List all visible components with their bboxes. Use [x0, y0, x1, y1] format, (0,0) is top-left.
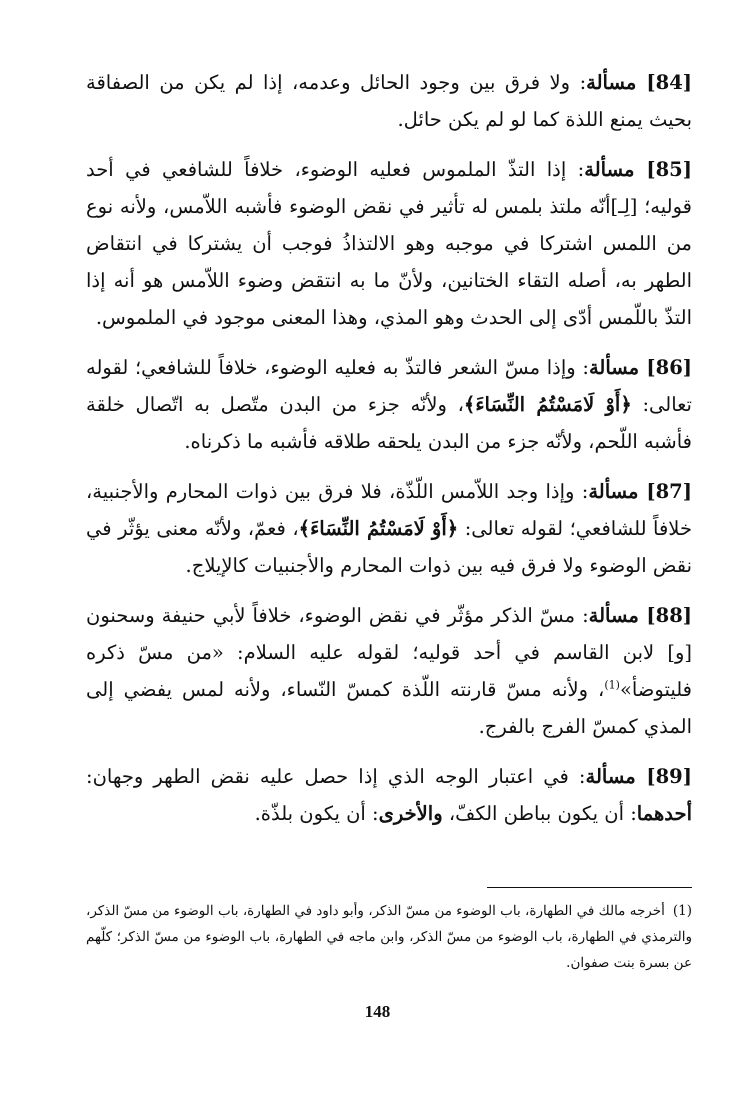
issue-89-text-2: : أن يكون بباطن الكفّ، — [442, 802, 637, 825]
issue-87-quran-quote: ﴿أَوْ لَامَسْتُمُ النِّسَاءَ﴾ — [298, 517, 459, 540]
issue-87 — [86, 473, 692, 584]
issue-85-text: : إذا التذّ الملموس فعليه الوضوء، خلافاً للشافعي في أحد قوليه؛ [لِـ]أنّه ملتذ بلمس له تأثير في نقض الوضوء فأشبه اللاّمس، ولأنه نوع من اللمس اشتركا في موجبه وهو الالتذاذُ فوجب أن يشتركا في انتقاض الطهر به، أصله التقاء الختانين، ولأنّ ما به انتقض وضوء اللاّمس هو أنه إذا التذّ باللّمس أدّى إلى الحدث وهو المذي، وهذا المعنى موجود في الملموس. — [86, 158, 692, 329]
issue-89-second-aspect: والأخرى — [378, 802, 443, 825]
issue-88-heading: [88] مسألة — [588, 604, 692, 627]
issue-89 — [86, 758, 692, 832]
issue-84-heading: [84] مسألة — [586, 71, 692, 94]
issue-86 — [86, 349, 692, 460]
issue-88-text-2: ، ولأنه مسّ قارنته اللّذة كمسّ النّساء، ولأنه لمس يفضي إلى المذي كمسّ الفرج بالفرج. — [86, 678, 692, 738]
issue-86-text-2: ، ولأنّه جزء من البدن متّصل به اتّصال خلقة فأشبه اللّحم، ولأنّه جزء من البدن يلحقه طلاقه فأشبه ما ذكرناه. — [86, 393, 692, 453]
issue-87-heading: [87] مسألة — [588, 480, 692, 503]
page-body — [86, 64, 692, 845]
issue-87-text-2: ، فعمّ، ولأنّه معنى يؤثّر في نقض الوضوء ولا فرق فيه بين ذوات المحارم والأجنبيات كالإيلاج. — [86, 517, 692, 577]
issue-85 — [86, 151, 692, 336]
issue-84-text: : ولا فرق بين وجود الحائل وعدمه، إذا لم يكن من الصفاقة بحيث يمنع اللذة كما لو لم يكن حائل. — [86, 71, 692, 131]
page-number: 148 — [364, 1002, 391, 1021]
issue-88 — [86, 597, 692, 745]
footnote-reference[interactable]: (1) — [604, 678, 620, 692]
issue-86-text-1: : وإذا مسّ الشعر فالتذّ به فعليه الوضوء، خلافاً للشافعي؛ لقوله تعالى: — [86, 356, 692, 416]
issue-89-text-1: : في اعتبار الوجه الذي إذا حصل عليه نقض الطهر وجهان: — [86, 765, 586, 788]
footnote-divider — [487, 887, 692, 888]
issue-88-text-1: : مسّ الذكر مؤثّر في نقض الوضوء، خلافاً لأبي حنيفة وسحنون [و] لابن القاسم في أحد قوليه؛ لقوله عليه السلام: «من مسّ ذكره فليتوضأ» — [86, 604, 692, 701]
footnote-text: أخرجه مالك في الطهارة، باب الوضوء من مسّ الذكر، وأبو داود في الطهارة، باب الوضوء من مسّ الذكر، والترمذي في الطهارة، باب الوضوء من مسّ الذكر، وابن ماجه في الطهارة، باب الوضوء من مسّ الذكر؛ كلّهم عن بسرة بنت صفوان. — [86, 903, 692, 971]
issue-84 — [86, 64, 692, 138]
issue-87-text-1: : وإذا وجد اللاّمس اللّذّة، فلا فرق بين ذوات المحارم والأجنبية، خلافاً للشافعي؛ لقوله تعالى: — [86, 480, 692, 540]
footnote-number: (1) — [672, 903, 692, 919]
issue-89-first-aspect: أحدهما — [636, 802, 692, 825]
footnotes — [86, 898, 692, 976]
issue-89-text-3: : أن يكون بلذّة. — [254, 802, 379, 825]
issue-86-quran-quote: ﴿أَوْ لَامَسْتُمُ النِّسَاءَ﴾ — [463, 393, 632, 416]
issue-89-heading: [89] مسألة — [585, 765, 692, 788]
issue-85-heading: [85] مسألة — [584, 158, 692, 181]
issue-86-heading: [86] مسألة — [588, 356, 692, 379]
